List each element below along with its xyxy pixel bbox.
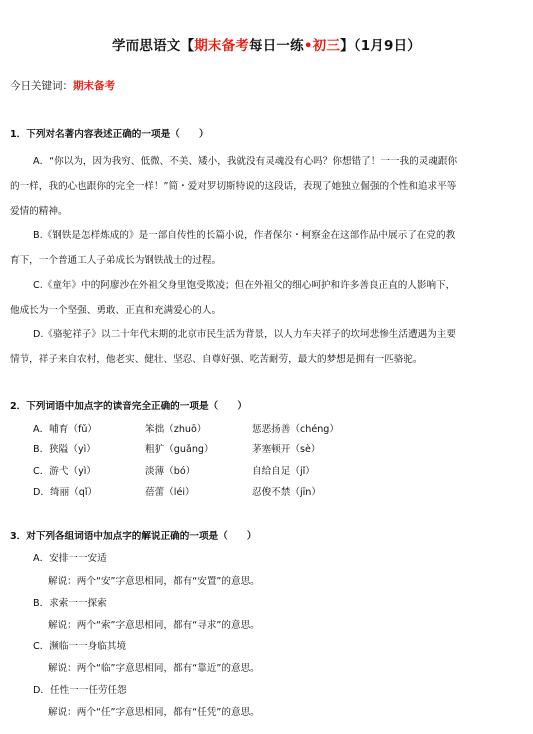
q2-c-col1: C．游弋（yì） [33,466,97,477]
q3-option-d-words: D．任性一一任劳任怨 [33,685,127,696]
q3-option-b-note: 解说：两个“索”字意思相同，都有“寻求”的意思。 [48,620,260,631]
q2-stem: 2．下列词语中加点字的读音完全正确的一项是（ ） [10,401,247,412]
q1-stem: 1．下列对名著内容表述正确的一项是（ ） [10,129,209,140]
q2-c-col2: 淡薄（bó） [145,466,196,477]
title-topic: 期末备考 [194,38,249,54]
q3-option-c-note: 解说：两个“临”字意思相同，都有“靠近”的意思。 [48,663,260,674]
q3-option-b-words: B．求索一一探索 [33,598,107,609]
q1-option-a-line3: 爱情的精神。 [10,206,68,217]
q2-a-col1: A．哺育（fǔ） [33,424,97,435]
q3-option-c-words: C．濒临一一身临其境 [33,641,127,652]
q2-b-col1: B．狭隘（yì） [33,444,96,455]
q2-b-col3: 茅塞顿开（sè） [252,444,321,455]
q3-option-a-note: 解说：两个“安”字意思相同，都有“安置”的意思。 [48,576,260,587]
q1-option-a-line2: 的一样，我的心也跟你的完全一样！”简・爱对罗切斯特说的这段话，表现了她独立倔强的个性和追求平等 [10,181,457,192]
keyword-label: 今日关键词： [10,80,73,92]
q1-option-d-line2: 情节，祥子来自农村，他老实、健壮、坚忍、自尊好强、吃苦耐劳，最大的梦想是拥有一匹骆驼。 [10,354,423,365]
q1-option-b-line2: 育下，一个普通工人子弟成长为钢铁战士的过程。 [10,255,222,266]
title-mid: 每日一练 [249,38,304,54]
keyword-line [10,80,115,93]
keyword-value: 期末备考 [73,80,115,92]
page-title [0,34,533,54]
title-dot: • [303,38,313,54]
q1-option-c-line1: C.《童年》中的阿廖沙在外祖父身里饱受欺凌；但在外祖父的细心呵护和许多善良正直的人影响下， [33,280,456,291]
title-prefix: 学而思语文【 [111,38,195,54]
q1-option-d-line1: D.《骆驼祥子》以二十年代末期的北京市民生活为背景，以人力车夫祥子的坎坷悲惨生活遭遇为主要 [33,329,456,340]
q2-c-col3: 自给自足（jǐ） [252,466,315,477]
q1-option-c-line2: 他成长为一个坚强、勇敢、正直和充满爱心的人。 [10,305,222,316]
q1-option-b-line1: B.《钢铁是怎样炼成的》是一部自传性的长篇小说，作者保尔・柯察金在这部作品中展示了在党的教 [33,230,456,241]
q2-d-col2: 蓓蕾（léi） [145,487,195,498]
q3-option-d-note: 解说：两个“任”字意思相同，都有“任凭”的意思。 [48,707,260,718]
q2-a-col3: 惩恶扬善（chéng） [252,424,339,435]
q2-d-col1: D．绮丽（qǐ） [33,487,98,498]
q3-stem: 3．对下列各组词语中加点字的解说正确的一项是（ ） [10,531,257,542]
title-grade: 初三 [312,38,341,54]
q2-a-col2: 笨拙（zhuō） [145,424,207,435]
q2-b-col2: 粗犷（guǎng） [145,444,214,455]
q2-d-col3: 忍俊不禁（jīn） [252,487,321,498]
q1-option-a-line1: A．“你以为，因为我穷、低微、不美、矮小，我就没有灵魂没有心吗？你想错了！一一我的灵魂跟你 [33,156,458,167]
title-suffix: 】（1月9日） [340,38,421,54]
q3-option-a-words: A．安排一一安适 [33,553,107,564]
